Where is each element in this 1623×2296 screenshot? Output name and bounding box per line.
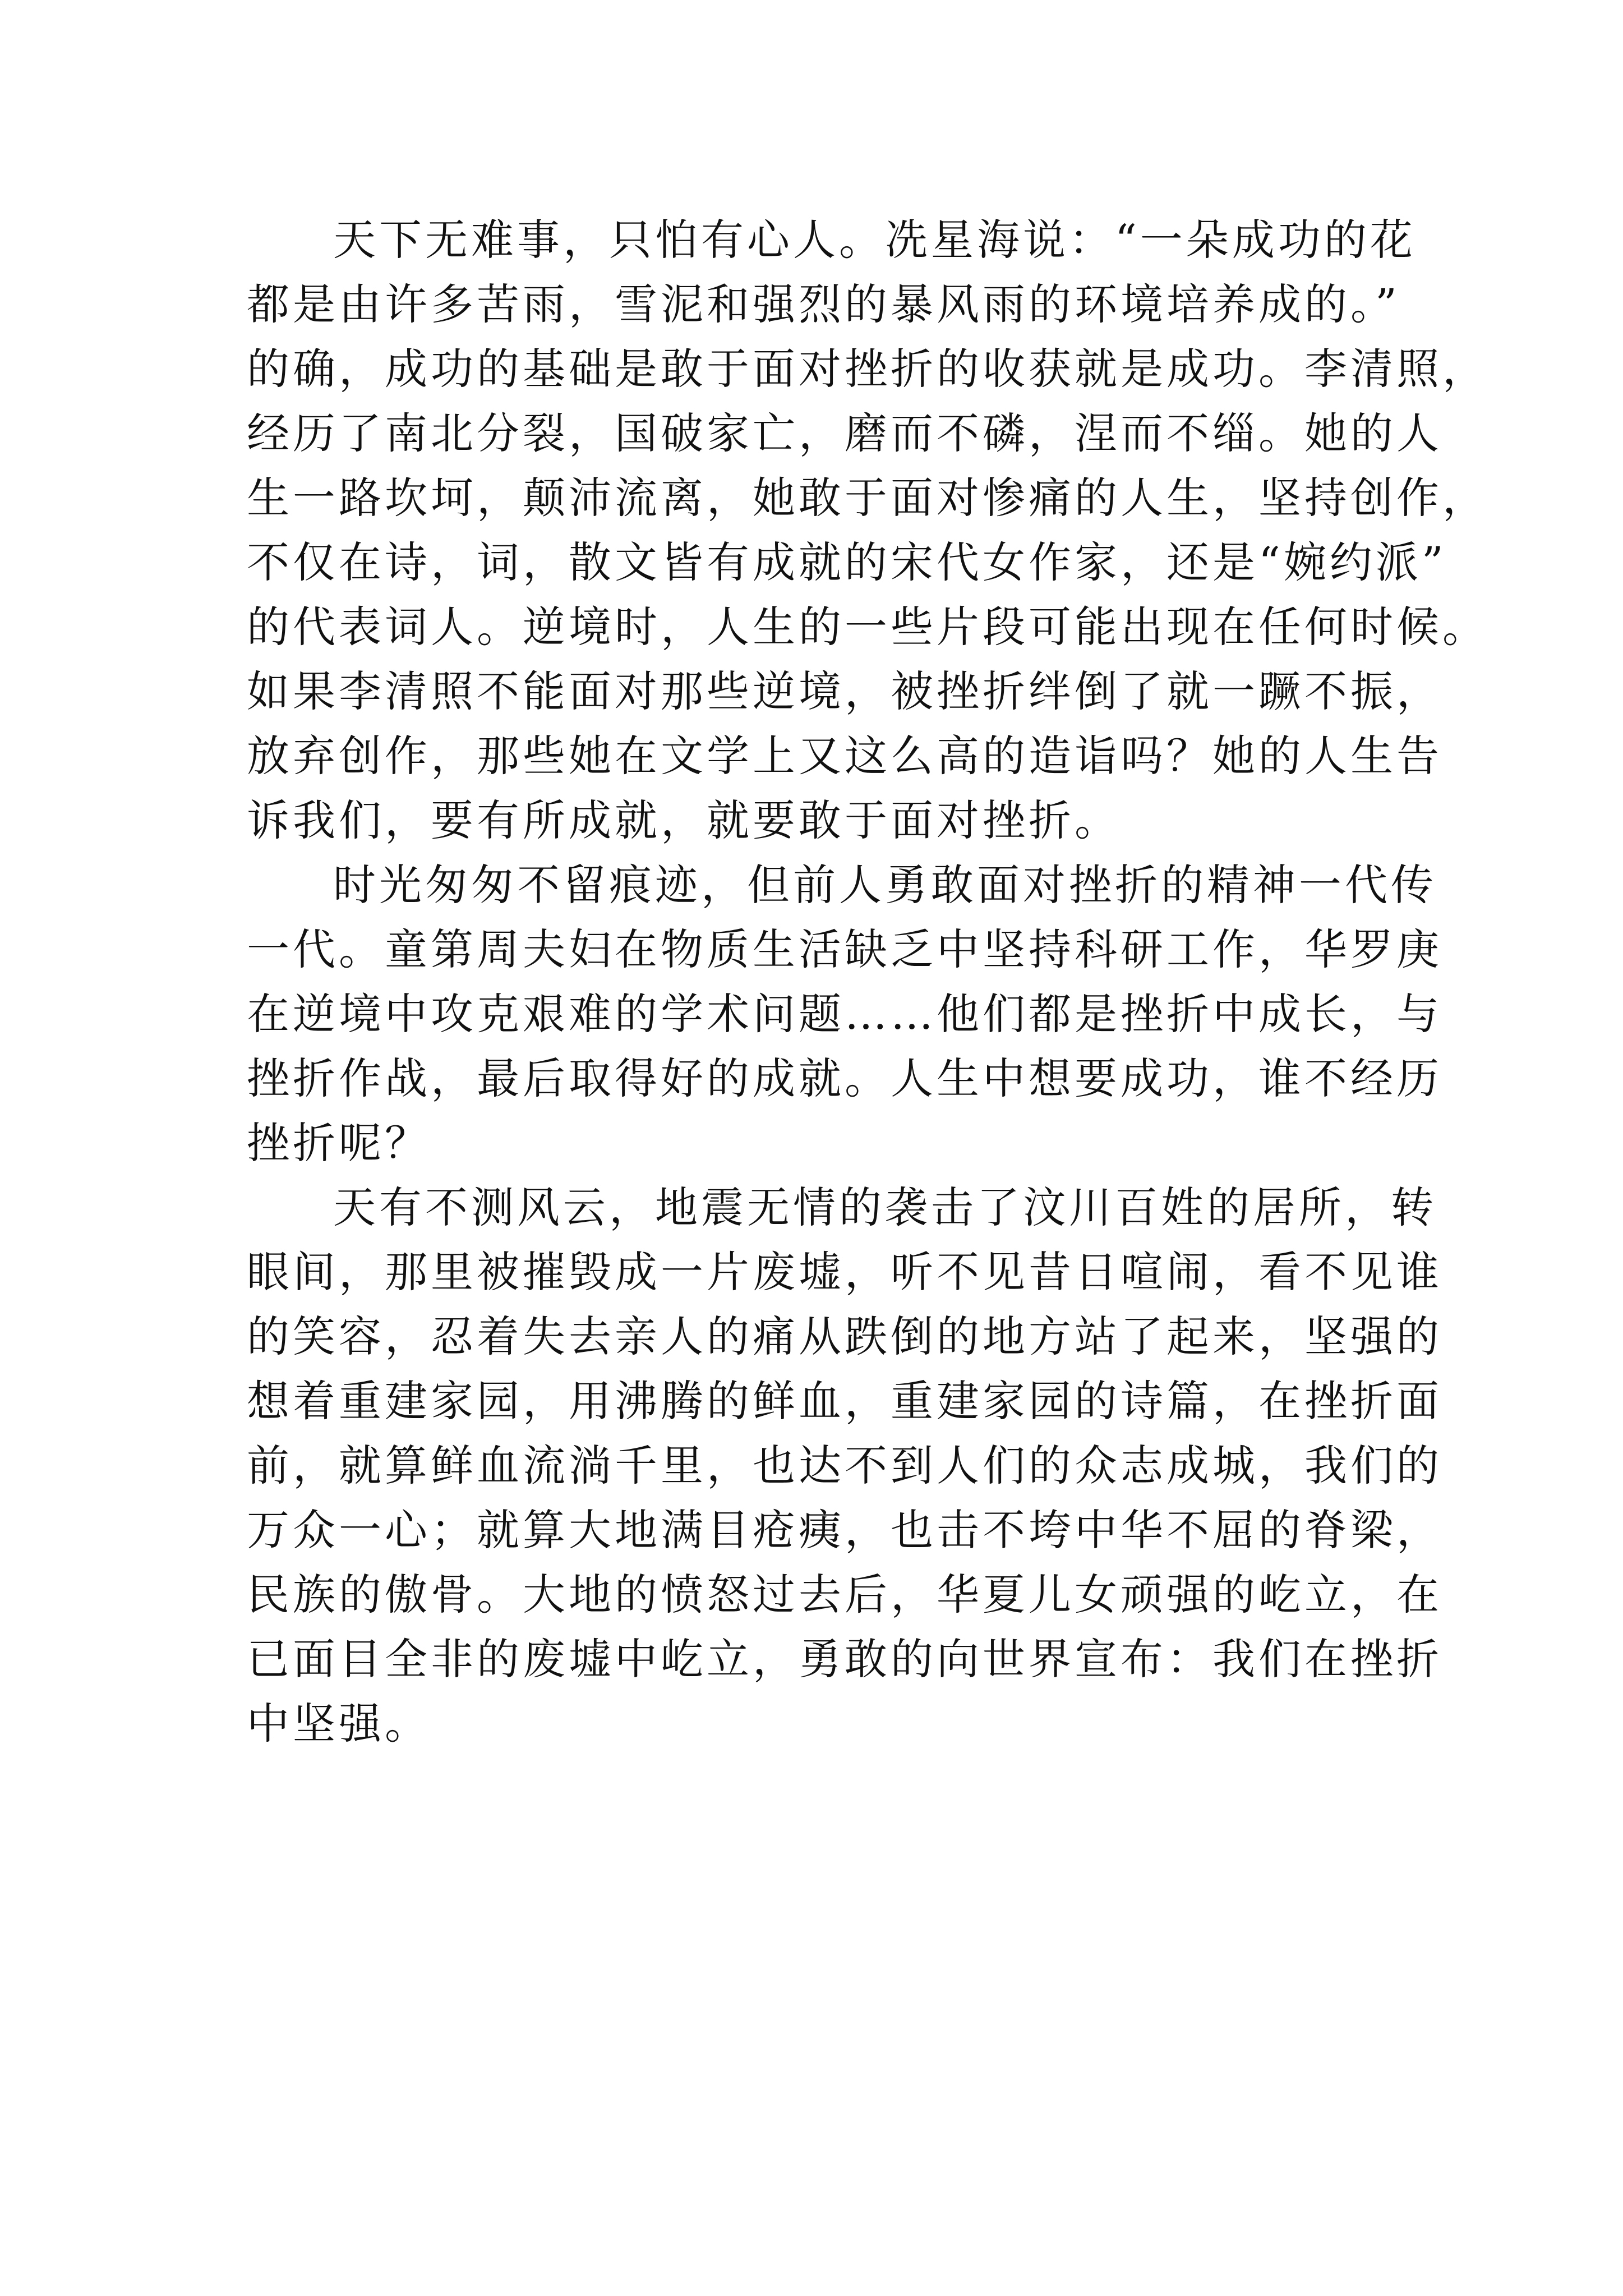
paragraph-line: 放弃创作，那些她在文学上又这么高的造诣吗？她的人生告 bbox=[247, 731, 1442, 781]
paragraph-line: 想着重建家园，用沸腾的鲜血，重建家园的诗篇，在挫折面 bbox=[247, 1376, 1442, 1426]
paragraph-line: 生一路坎坷，颠沛流离，她敢于面对惨痛的人生，坚持创作， bbox=[247, 473, 1488, 523]
paragraph-line: 如果李清照不能面对那些逆境，被挫折绊倒了就一蹶不振， bbox=[247, 666, 1442, 716]
paragraph-line: 中坚强。 bbox=[247, 1699, 431, 1749]
paragraph-line: 已面目全非的废墟中屹立，勇敢的向世界宣布：我们在挫折 bbox=[247, 1634, 1442, 1684]
paragraph-line: 挫折作战，最后取得好的成就。人生中想要成功，谁不经历 bbox=[247, 1053, 1442, 1103]
paragraph-line: 的代表词人。逆境时，人生的一些片段可能出现在任何时候。 bbox=[247, 602, 1488, 652]
paragraph-line: 都是由许多苦雨，雪泥和强烈的暴风雨的环境培养成的。” bbox=[247, 279, 1400, 329]
paragraph-line: 眼间，那里被摧毁成一片废墟，听不见昔日喧闹，看不见谁 bbox=[247, 1247, 1442, 1297]
paragraph-line: 的笑容，忍着失去亲人的痛从跌倒的地方站了起来，坚强的 bbox=[247, 1312, 1442, 1361]
paragraph-line: 经历了南北分裂，国破家亡，磨而不磷，涅而不缁。她的人 bbox=[247, 408, 1442, 458]
paragraph-line: 不仅在诗，词，散文皆有成就的宋代女作家，还是“婉约派” bbox=[247, 537, 1447, 587]
paragraph-line: 万众一心；就算大地满目疮痍，也击不垮中华不屈的脊梁， bbox=[247, 1505, 1442, 1555]
paragraph-line: 的确，成功的基础是敢于面对挫折的收获就是成功。李清照， bbox=[247, 344, 1488, 394]
paragraph-line: 民族的傲骨。大地的愤怒过去后，华夏儿女顽强的屹立，在 bbox=[247, 1570, 1442, 1619]
paragraph-line: 天有不测风云，地震无情的袭击了汶川百姓的居所，转 bbox=[333, 1182, 1437, 1232]
paragraph-line: 时光匆匆不留痕迹，但前人勇敢面对挫折的精神一代传 bbox=[333, 860, 1437, 910]
paragraph-line: 天下无难事，只怕有心人。冼星海说：“一朵成功的花 bbox=[333, 215, 1416, 265]
paragraph-line: 诉我们，要有所成就，就要敢于面对挫折。 bbox=[247, 795, 1121, 845]
paragraph-line: 在逆境中攻克艰难的学术问题……他们都是挫折中成长，与 bbox=[247, 989, 1442, 1039]
paragraph-line: 一代。童第周夫妇在物质生活缺乏中坚持科研工作，华罗庚 bbox=[247, 924, 1442, 974]
essay-body bbox=[247, 208, 1488, 1756]
paragraph-line: 前，就算鲜血流淌千里，也达不到人们的众志成城，我们的 bbox=[247, 1441, 1442, 1490]
paragraph-line: 挫折呢？ bbox=[247, 1118, 431, 1168]
